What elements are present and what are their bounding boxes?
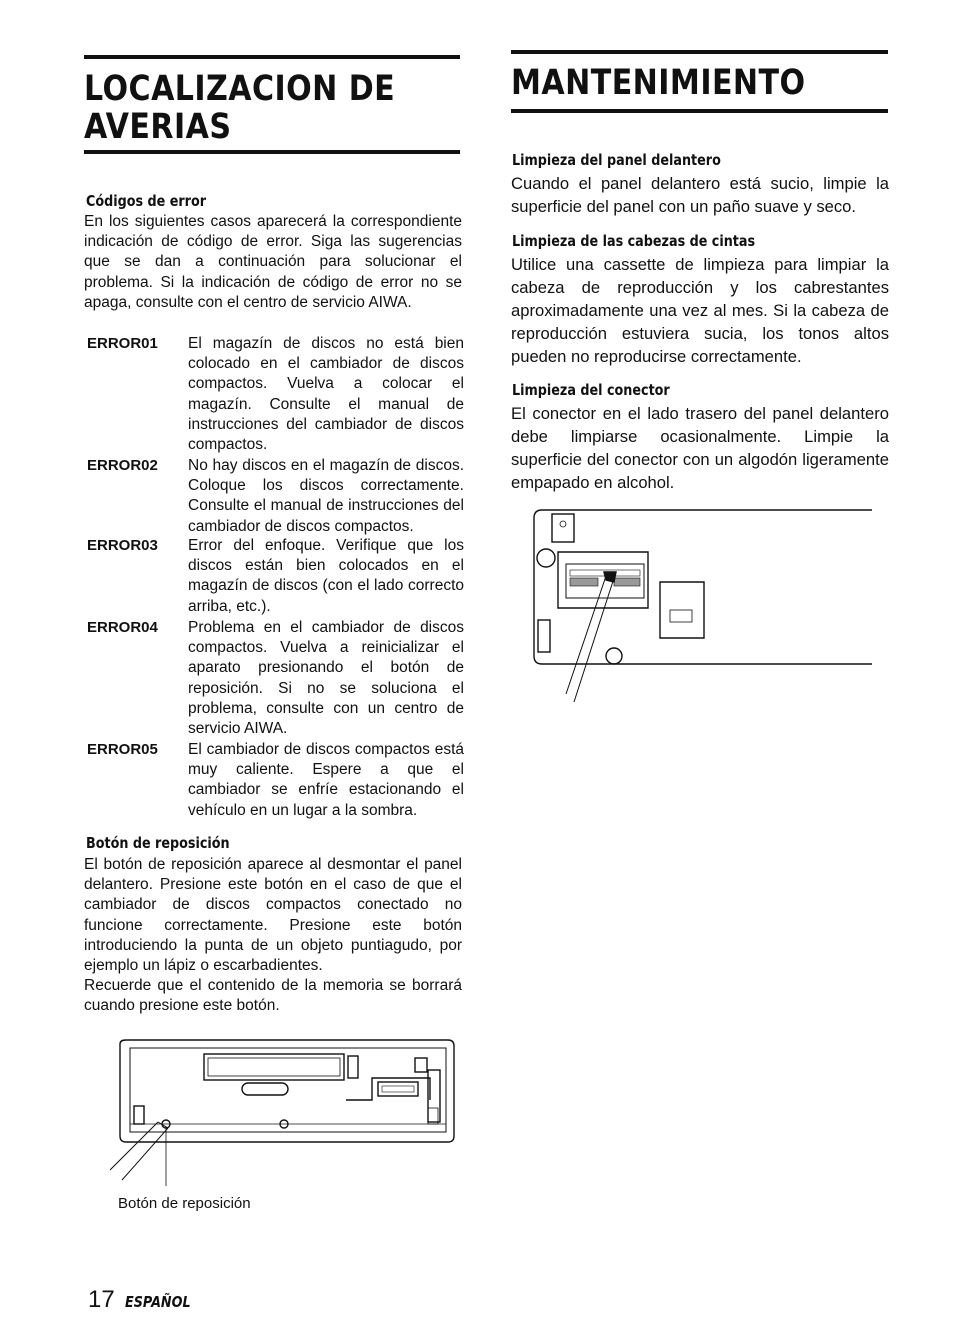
reset-button-heading: Botón de reposición (86, 834, 230, 852)
error-code: ERROR02 (87, 457, 158, 474)
panel-cleaning-text: Cuando el panel delantero está sucio, limpie la superficie del panel con un paño suave y seco. (511, 174, 889, 216)
page-language: ESPAÑOL (125, 1293, 191, 1311)
reset-button-text: El botón de reposición aparece al desmontar el panel delantero. Presione este botón en el caso de que el cambiador de discos compactos conectado no funcione correctamente. Presione este botón introduciendo la punta de un objeto puntiagudo, por ejemplo un lápiz o escarbadientes. (84, 856, 462, 975)
error-code: ERROR04 (87, 619, 158, 636)
error-description: No hay discos en el magazín de discos. Coloque los discos correctamente. Consulte el manual de instrucciones del cambiador de discos compactos. (188, 457, 464, 535)
error-description: El cambiador de discos compactos está muy caliente. Espere a que el cambiador se enfríe estacionando el vehículo en un lugar a la sombra. (188, 741, 464, 819)
title-rule-bottom-left (84, 150, 460, 154)
connector-cleaning-heading: Limpieza del conector (512, 381, 670, 399)
error-code: ERROR03 (87, 537, 158, 554)
reset-button-illustration (110, 1036, 460, 1196)
head-cleaning-heading: Limpieza de las cabezas de cintas (512, 232, 756, 250)
error-code: ERROR05 (87, 741, 158, 758)
connector-cleaning-illustration (528, 506, 878, 712)
section-title-troubleshooting (84, 70, 395, 146)
title-rule-top-left (84, 55, 460, 59)
title-line-1: LOCALIZACION DE (84, 69, 396, 109)
title-rule-bottom-right (511, 109, 888, 113)
connector-cleaning-text: El conector en el lado trasero del panel delantero debe limpiarse ocasionalmente. Limpie la superficie del conector con un algodón ligeramente empapado en alcohol. (511, 404, 889, 492)
section-title-maintenance: MANTENIMIENTO (511, 63, 806, 103)
error-description: El magazín de discos no está bien colocado en el cambiador de discos compactos. Vuelva a colocar el magazín. Consulte el manual de instrucciones del cambiador de discos compactos. (188, 335, 464, 454)
error-codes-heading: Códigos de error (86, 192, 207, 210)
panel-cleaning-heading: Limpieza del panel delantero (512, 151, 721, 169)
error-code: ERROR01 (87, 335, 158, 352)
title-rule-top-right (511, 50, 888, 54)
page-number: 17 (88, 1286, 115, 1313)
error-codes-intro: En los siguientes casos aparecerá la correspondiente indicación de código de error. Siga las sugerencias que se dan a continuación para solucionar el problema. Si la indicación de código de error no se apaga, consulte con el centro de servicio AIWA. (84, 213, 462, 311)
head-cleaning-text: Utilice una cassette de limpieza para limpiar la cabeza de reproducción y los cabrestantes aproximadamente una vez al mes. Si la cabeza de reproducción estuviera sucia, los tonos altos pueden no reproducirse correctamente. (511, 255, 889, 366)
reset-memory-note: Recuerde que el contenido de la memoria se borrará cuando presione este botón. (84, 977, 462, 1015)
title-line-2: AVERIAS (84, 107, 232, 147)
reset-figure-caption: Botón de reposición (118, 1195, 251, 1212)
error-description: Error del enfoque. Verifique que los discos están bien colocados en el magazín de discos (con el lado correcto arriba, etc.). (188, 537, 464, 615)
error-description: Problema en el cambiador de discos compactos. Vuelva a reinicializar el aparato presionando el botón de reposición. Si no se soluciona el problema, consulte con un centro de servicio AIWA. (188, 619, 464, 738)
